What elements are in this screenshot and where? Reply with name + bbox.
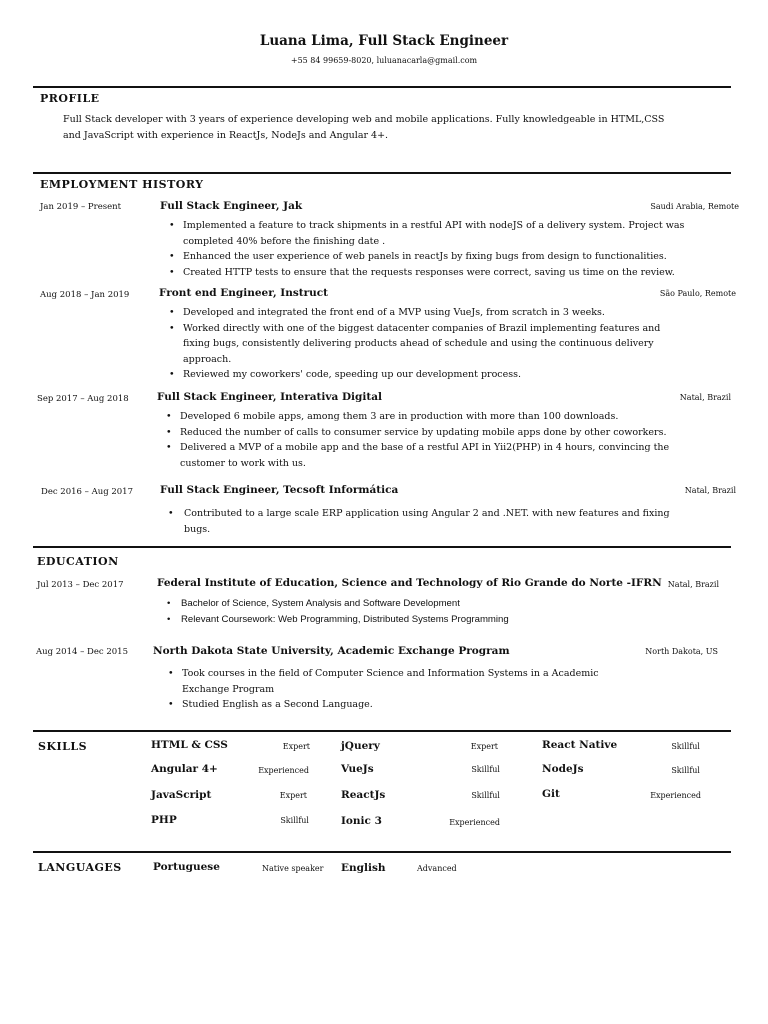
section-heading-profile: PROFILE (40, 92, 100, 105)
job-title: Full Stack Engineer, Jak (160, 200, 303, 212)
section-divider (33, 86, 731, 88)
education-title: Federal Institute of Education, Science and Technology of Rio Grande do Norte -IFRN (157, 577, 662, 589)
education-bullets (168, 666, 638, 713)
skill-level: Expert (279, 791, 307, 800)
job-bullets (168, 506, 678, 537)
section-heading-skills: SKILLS (38, 740, 88, 753)
profile-line: and JavaScript with experience in ReactJs, NodeJs and Angular 4+. (63, 129, 389, 141)
skill-level: Skillful (671, 742, 700, 751)
skill-level: Experienced (449, 818, 500, 827)
education-location: Natal, Brazil (667, 580, 719, 589)
job-dates: Jan 2019 – Present (40, 202, 122, 212)
skill-level: Skillful (471, 765, 500, 774)
section-heading-education: EDUCATION (37, 555, 119, 568)
bullet-item: • Relevant Coursework: Web Programming, Distributed Systems Programming (167, 612, 687, 628)
bullet-item: • Created HTTP tests to ensure that the requests responses were correct, saving us time on the review. (169, 265, 699, 281)
bullet-item: • Worked directly with one of the biggest datacenter companies of Brazil implementing features and fixing bugs, consistently delivering products ahead of schedule and using the continuous delivery approach. (169, 321, 689, 368)
section-divider (33, 546, 731, 548)
skill-name: PHP (151, 814, 177, 826)
education-dates: Aug 2014 – Dec 2015 (36, 647, 128, 657)
skill-name: Ionic 3 (341, 815, 382, 827)
education-bullets (167, 596, 687, 627)
skill-level: Experienced (258, 766, 309, 775)
job-title: Front end Engineer, Instruct (159, 287, 329, 299)
education-location: North Dakota, US (645, 647, 718, 656)
bullet-item: • Took courses in the field of Computer Science and Information Systems in a Academic Exchange Program (168, 666, 638, 697)
skill-name: jQuery (341, 740, 380, 752)
skill-name: HTML & CSS (151, 739, 228, 751)
bullet-item: • Delivered a MVP of a mobile app and the base of a restful API in Yii2(PHP) in 4 hours, convincing the customer to work with us. (166, 440, 706, 471)
section-divider (33, 851, 731, 853)
skill-level: Skillful (471, 791, 500, 800)
job-location: Natal, Brazil (679, 393, 731, 402)
language-level: Native speaker (262, 864, 324, 873)
job-dates: Aug 2018 – Jan 2019 (40, 290, 130, 300)
bullet-item: • Developed and integrated the front end of a MVP using VueJs, from scratch in 3 weeks. (169, 305, 689, 321)
job-bullets (166, 409, 706, 471)
bullet-item: • Developed 6 mobile apps, among them 3 are in production with more than 100 downloads. (166, 409, 706, 425)
job-title: Full Stack Engineer, Tecsoft Informática (160, 484, 399, 496)
skill-name: Angular 4+ (151, 763, 218, 775)
bullet-item: • Contributed to a large scale ERP application using Angular 2 and .NET. with new features and fixing bugs. (168, 506, 678, 537)
job-location: São Paulo, Remote (659, 289, 736, 298)
bullet-item: • Reduced the number of calls to consumer service by updating mobile apps done by other coworkers. (166, 425, 706, 441)
skill-level: Expert (282, 742, 310, 751)
section-divider (33, 172, 731, 174)
skill-level: Expert (470, 742, 498, 751)
skill-name: JavaScript (151, 789, 212, 801)
profile-text (63, 112, 664, 143)
skill-name: Git (542, 788, 560, 800)
skill-level: Skillful (280, 816, 309, 825)
skill-name: NodeJs (542, 763, 584, 775)
bullet-item: • Bachelor of Science, System Analysis and Software Development (167, 596, 687, 612)
skill-name: React Native (542, 739, 618, 751)
education-dates: Jul 2013 – Dec 2017 (37, 580, 124, 590)
bullet-item: • Studied English as a Second Language. (168, 697, 638, 713)
profile-line: Full Stack developer with 3 years of experience developing web and mobile applications. Fully knowledgeable in HTML,CSS (63, 114, 665, 125)
skill-name: ReactJs (341, 789, 386, 801)
job-dates: Dec 2016 – Aug 2017 (41, 487, 133, 497)
section-divider (33, 730, 731, 732)
job-location: Natal, Brazil (684, 486, 736, 495)
language-name: Portuguese (153, 861, 220, 873)
job-bullets (169, 305, 689, 383)
job-title: Full Stack Engineer, Interativa Digital (157, 391, 383, 403)
section-heading-employment: EMPLOYMENT HISTORY (40, 178, 204, 191)
skill-name: VueJs (341, 763, 374, 775)
section-heading-languages: LANGUAGES (38, 861, 122, 874)
language-name: English (341, 862, 386, 874)
language-level: Advanced (417, 864, 457, 873)
job-location: Saudi Arabia, Remote (650, 202, 739, 211)
contact-info: +55 84 99659-8020, luluanacarla@gmail.com (290, 56, 478, 65)
bullet-item: • Reviewed my coworkers' code, speeding up our development process. (169, 367, 689, 383)
skill-level: Skillful (671, 766, 700, 775)
skill-level: Experienced (650, 791, 701, 800)
bullet-item: • Implemented a feature to track shipments in a restful API with nodeJS of a delivery system. Project was completed 40% before the finishing date . (169, 218, 699, 249)
bullet-item: • Enhanced the user experience of web panels in reactJs by fixing bugs from design to functionalities. (169, 249, 699, 265)
resume-name: Luana Lima, Full Stack Engineer (259, 33, 509, 49)
job-dates: Sep 2017 – Aug 2018 (37, 394, 129, 404)
education-title: North Dakota State University, Academic Exchange Program (153, 645, 510, 657)
job-bullets (169, 218, 699, 280)
